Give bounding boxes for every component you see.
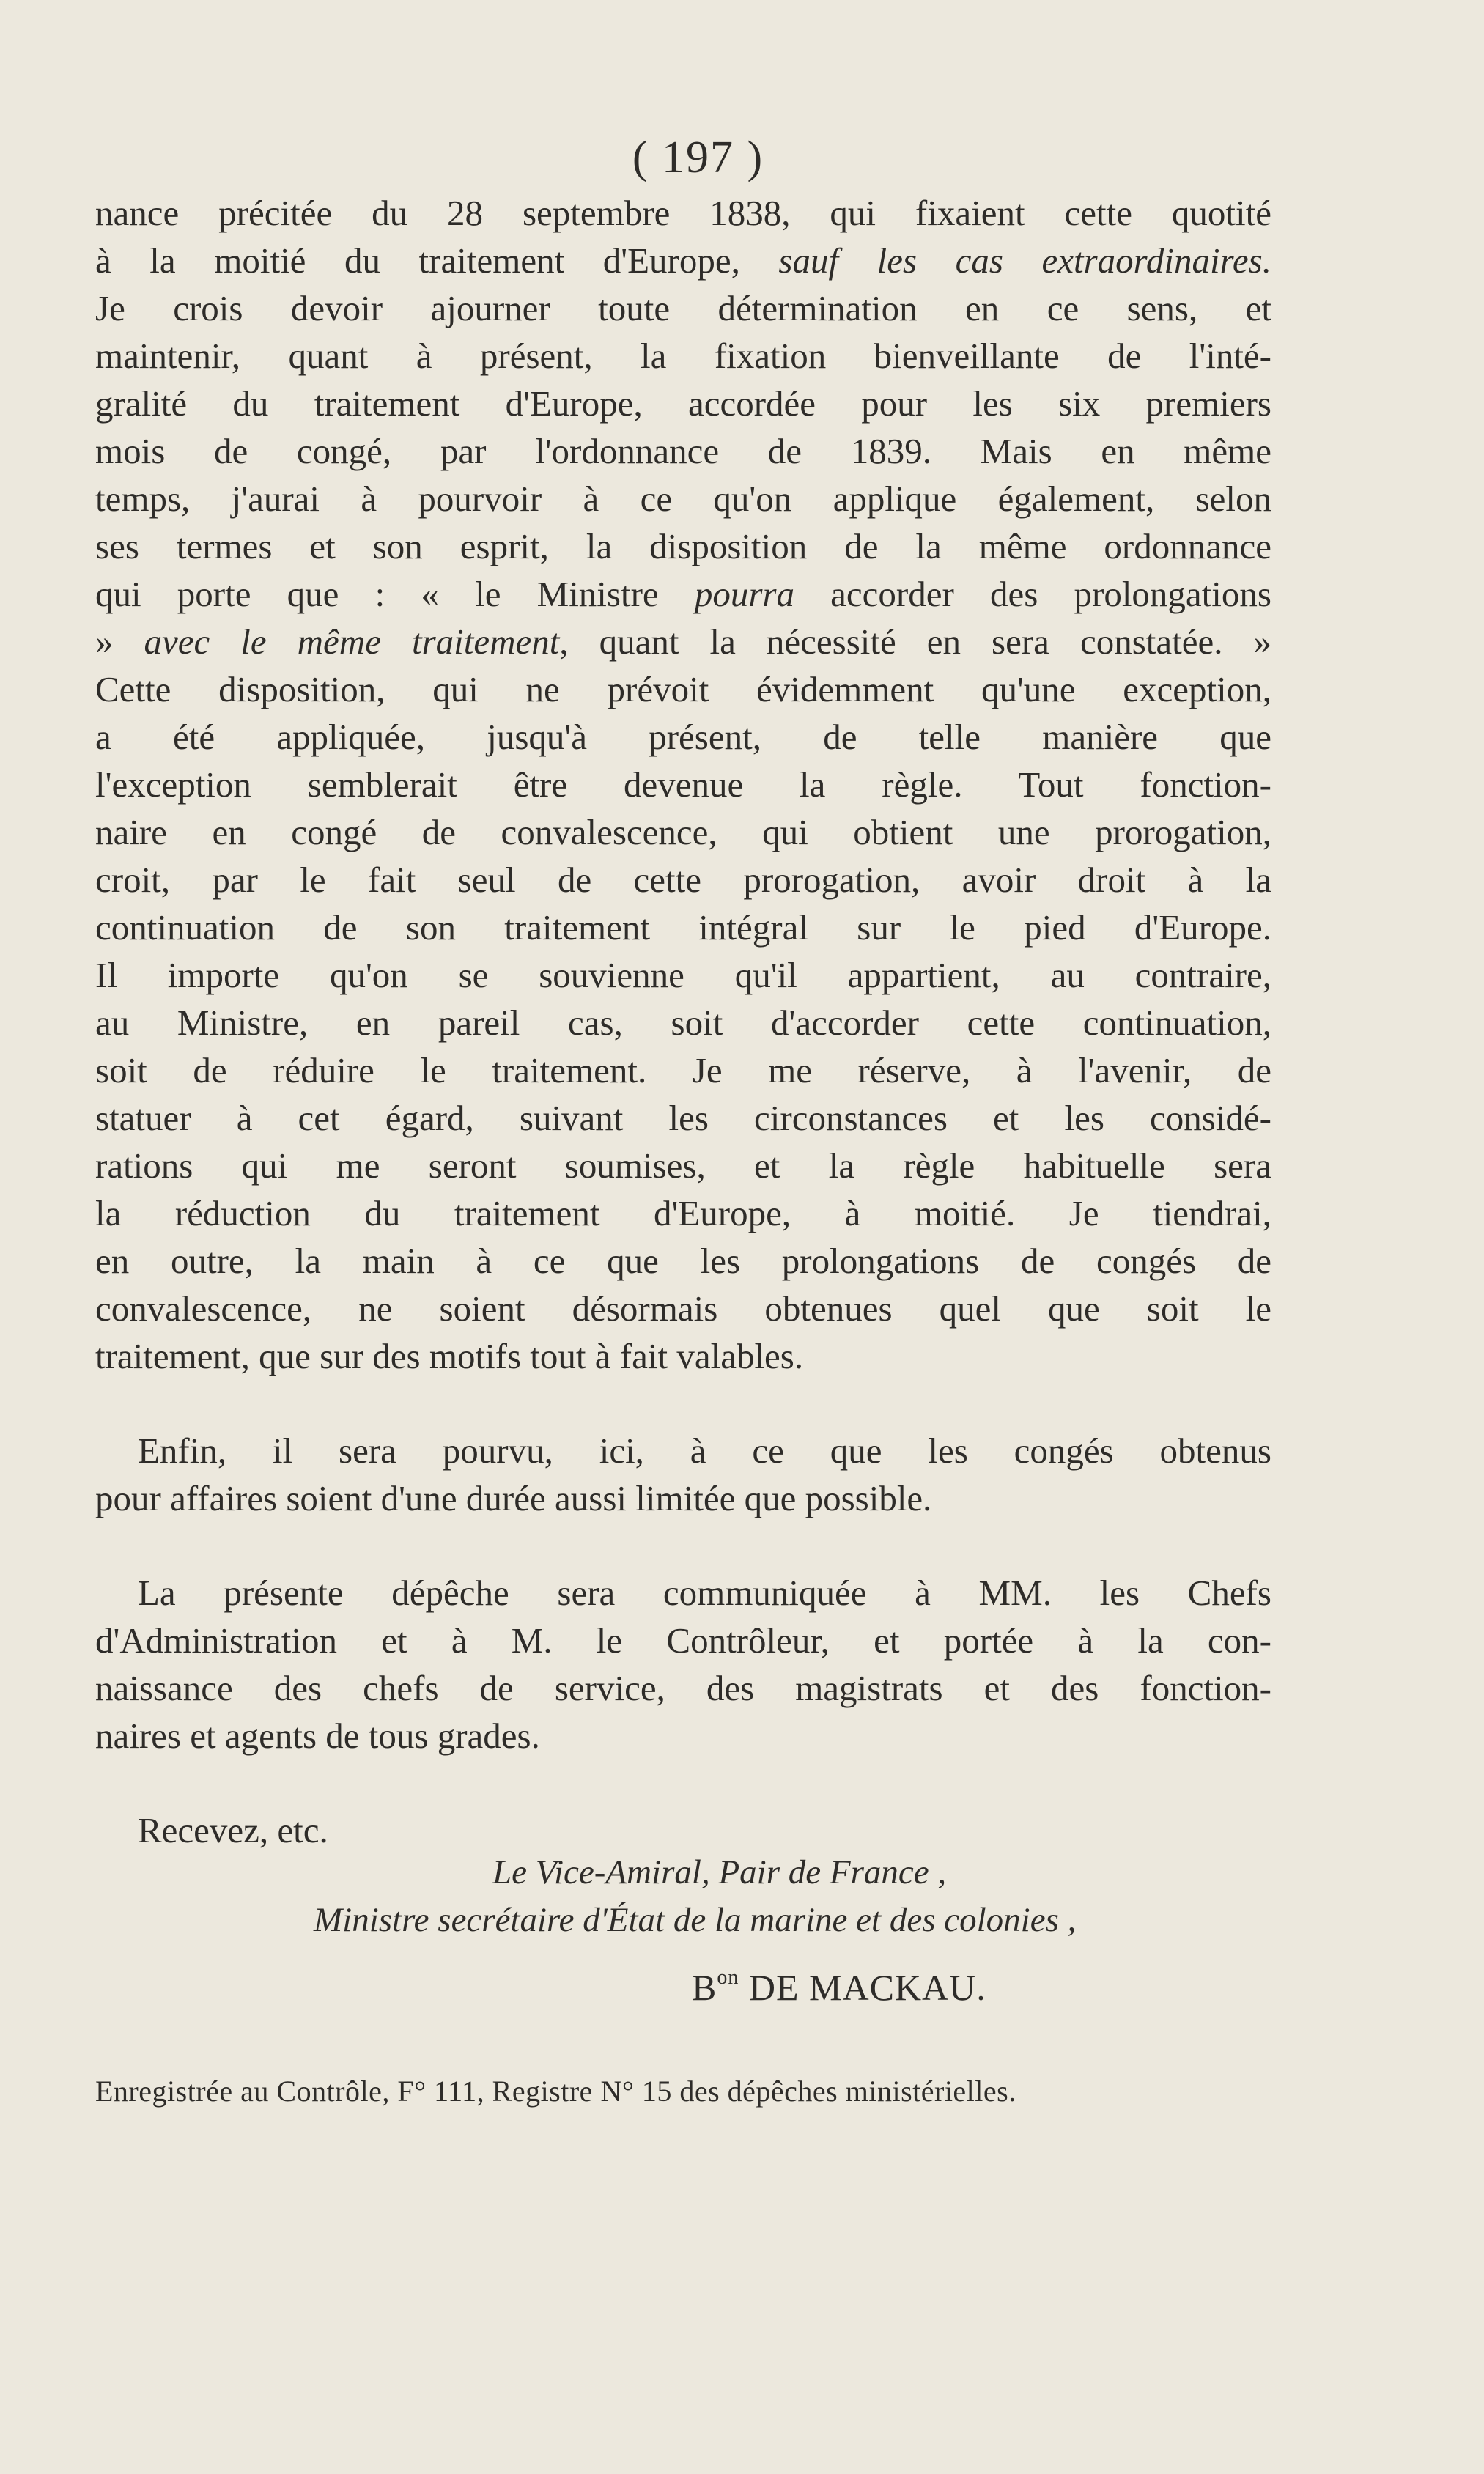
- text-line: la réduction du traitement d'Europe, à moitié. Je tiendrai,: [95, 1193, 1271, 1233]
- text-line: nance précitée du 28 septembre 1838, qui fixaient cette quotité: [95, 193, 1271, 233]
- page-number: ( 197 ): [632, 133, 764, 182]
- text-line: soit de réduire le traitement. Je me réserve, à l'avenir, de: [95, 1050, 1271, 1090]
- text-line: Il importe qu'on se souvienne qu'il appartient, au contraire,: [95, 955, 1271, 995]
- text-line: naissance des chefs de service, des magistrats et des fonction-: [95, 1668, 1271, 1708]
- text-line: pour affaires soient d'une durée aussi limitée que possible.: [95, 1478, 932, 1518]
- italic-phrase: avec le même traitement: [144, 621, 560, 662]
- closing-salutation: Recevez, etc.: [138, 1810, 328, 1850]
- text-line: au Ministre, en pareil cas, soit d'accorder cette continuation,: [95, 1002, 1271, 1043]
- text-line: a été appliquée, jusqu'à présent, de telle manière que: [95, 717, 1271, 757]
- italic-phrase: sauf les cas extraordinaires.: [778, 240, 1271, 281]
- text-line: temps, j'aurai à pourvoir à ce qu'on applique également, selon: [95, 479, 1271, 519]
- text-line: » avec le même traitement, quant la nécessité en sera constatée. »: [95, 621, 1272, 662]
- registration-note: Enregistrée au Contrôle, F° 111, Registre N° 15 des dépêches ministérielles.: [95, 2075, 1016, 2108]
- text-line: à la moitié du traitement d'Europe, sauf les cas extraordinaires.: [95, 240, 1271, 281]
- signatory-name: $B^{on}$ DE MACKAU.: [692, 1966, 986, 2008]
- text-line: Je crois devoir ajourner toute détermination en ce sens, et: [95, 288, 1271, 328]
- text-line: traitement, que sur des motifs tout à fait valables.: [95, 1336, 804, 1376]
- text-line: en outre, la main à ce que les prolongations de congés de: [95, 1241, 1271, 1281]
- text-line: rations qui me seront soumises, et la règle habituelle sera: [95, 1145, 1271, 1186]
- text-line: qui porte que : « le Ministre pourra accorder des prolongations: [95, 574, 1271, 614]
- body-text: [95, 189, 1271, 1854]
- text-line: mois de congé, par l'ordonnance de 1839. Mais en même: [95, 431, 1271, 471]
- signatory-title-1: Le Vice-Amiral, Pair de France ,: [492, 1853, 947, 1891]
- text-line: d'Administration et à M. le Contrôleur, et portée à la con-: [95, 1620, 1271, 1661]
- text-line: l'exception semblerait être devenue la règle. Tout fonction-: [95, 764, 1271, 805]
- text-line: statuer à cet égard, suivant les circonstances et les considé-: [95, 1098, 1271, 1138]
- text-line: continuation de son traitement intégral sur le pied d'Europe.: [95, 907, 1271, 948]
- text-line: gralité du traitement d'Europe, accordée pour les six premiers: [95, 383, 1271, 424]
- text-line: maintenir, quant à présent, la fixation bienveillante de l'inté-: [95, 336, 1271, 376]
- italic-word: pourra: [694, 574, 794, 614]
- text-line: La présente dépêche sera communiquée à MM. les Chefs: [138, 1573, 1271, 1613]
- text-line: convalescence, ne soient désormais obtenues quel que soit le: [95, 1288, 1271, 1329]
- text-line: croit, par le fait seul de cette prorogation, avoir droit à la: [95, 860, 1271, 900]
- text-line: naires et agents de tous grades.: [95, 1716, 540, 1756]
- signatory-title-2: Ministre secrétaire d'État de la marine et des colonies ,: [314, 1901, 1077, 1939]
- text-line: ses termes et son esprit, la disposition de la même ordonnance: [95, 526, 1271, 566]
- text-line: Cette disposition, qui ne prévoit évidemment qu'une exception,: [95, 669, 1271, 709]
- text-line: naire en congé de convalescence, qui obtient une prorogation,: [95, 812, 1271, 852]
- text-line: Enfin, il sera pourvu, ici, à ce que les congés obtenus: [138, 1430, 1271, 1471]
